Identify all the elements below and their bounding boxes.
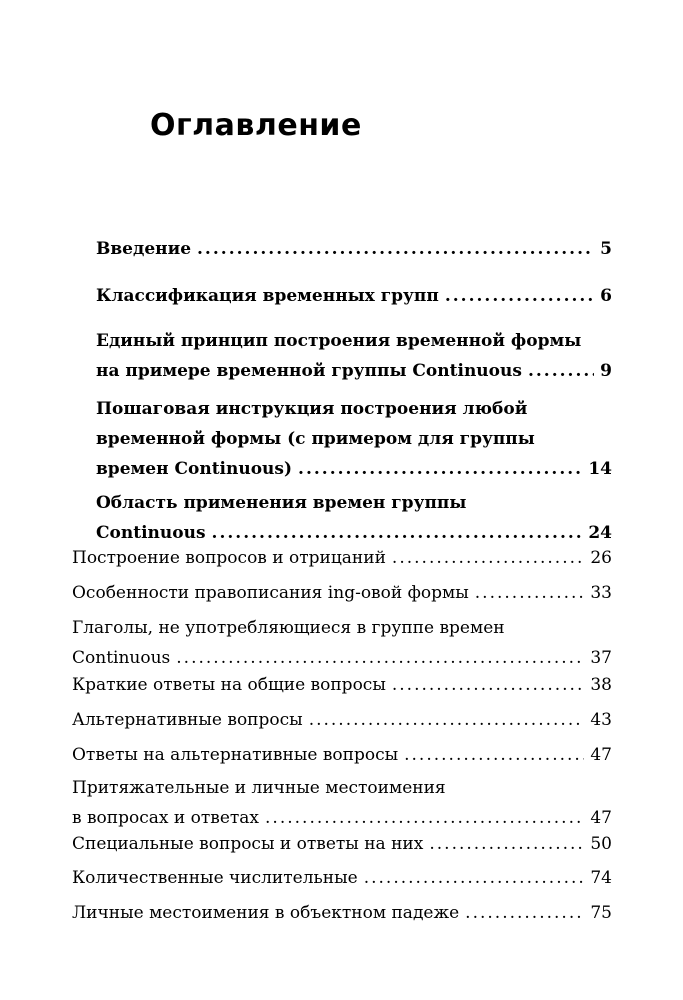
toc-page-number: 14: [588, 459, 612, 479]
toc-leader-dots: [475, 578, 585, 608]
toc-entry-line: [96, 488, 612, 518]
toc-leader-dots: [176, 643, 584, 673]
toc-entry-title: времен Continuous): [96, 459, 293, 479]
toc-leader-dots: [445, 281, 594, 311]
toc-leader-dots: [364, 863, 585, 893]
toc-entry-title: Притяжательные и личные местоимения: [72, 778, 446, 798]
toc-entry-line: [72, 829, 612, 859]
toc-entry-line: [72, 705, 612, 735]
toc-entry: [96, 234, 612, 264]
toc-entry-line: [72, 543, 612, 573]
toc-entry-line: [72, 773, 612, 803]
toc-entry: [72, 829, 612, 859]
toc-page-number: 47: [590, 808, 612, 828]
toc-entry-title: временной формы (с примером для группы: [96, 429, 535, 449]
toc-leader-dots: [309, 705, 585, 735]
toc-page-number: 47: [590, 745, 612, 765]
toc-entry: [72, 863, 612, 893]
toc-entry-title: Классификация временных групп: [96, 286, 439, 306]
toc-entry-line: [72, 613, 612, 643]
toc-entry-line: [96, 394, 612, 424]
toc-leader-dots: [465, 898, 584, 928]
toc-page-number: 24: [588, 523, 612, 543]
toc-entry-title: на примере временной группы Continuous: [96, 361, 522, 381]
toc-entry-line: [96, 356, 612, 386]
toc-entry-title: Краткие ответы на общие вопросы: [72, 675, 386, 695]
toc-entry: [72, 740, 612, 770]
toc-entry-title: Альтернативные вопросы: [72, 710, 303, 730]
toc-entry-title: Построение вопросов и отрицаний: [72, 548, 386, 568]
toc-entry-line: [72, 643, 612, 673]
toc-entry-line: [96, 424, 612, 454]
toc-entry-line: [96, 234, 612, 264]
toc-leader-dots: [197, 234, 594, 264]
toc-entry: [72, 613, 612, 673]
toc-entry: [96, 326, 612, 386]
toc-page-number: 5: [600, 239, 612, 259]
toc-entry: [72, 543, 612, 573]
toc-entry-title: Единый принцип построения временной формы: [96, 331, 582, 351]
toc-page-number: 38: [590, 675, 612, 695]
toc-page-number: 75: [590, 903, 612, 923]
toc-entry-line: [72, 740, 612, 770]
toc-page-number: 43: [590, 710, 612, 730]
toc-entry-title: Пошаговая инструкция построения любой: [96, 399, 528, 419]
toc-entry-title: Continuous: [96, 523, 206, 543]
toc-page-number: 37: [590, 648, 612, 668]
toc-entry-title: Количественные числительные: [72, 868, 358, 888]
toc-entry: [72, 898, 612, 928]
toc-entry: [96, 281, 612, 311]
toc-page-number: 33: [590, 583, 612, 603]
toc-leader-dots: [404, 740, 584, 770]
toc-entry-title: Личные местоимения в объектном падеже: [72, 903, 460, 923]
toc-entry: [72, 670, 612, 700]
toc-entry-line: [96, 326, 612, 356]
toc-page-number: 74: [590, 868, 612, 888]
toc-entry-line: [96, 281, 612, 311]
page-title: Оглавление: [150, 108, 362, 143]
toc-entry-line: [72, 863, 612, 893]
toc-page-number: 6: [600, 286, 612, 306]
toc-entry: [72, 773, 612, 833]
toc-entry-line: [96, 454, 612, 484]
toc-entry-title: Специальные вопросы и ответы на них: [72, 834, 424, 854]
toc-entry-title: Continuous: [72, 648, 171, 668]
toc-leader-dots: [298, 454, 582, 484]
toc-entry-title: Ответы на альтернативные вопросы: [72, 745, 399, 765]
toc-leader-dots: [528, 356, 594, 386]
toc-page-number: 50: [590, 834, 612, 854]
toc-entry: [72, 705, 612, 735]
toc-entry-title: Особенности правописания ing-овой формы: [72, 583, 469, 603]
toc-entry-line: [72, 670, 612, 700]
toc-entry-line: [72, 898, 612, 928]
toc-entry: [96, 394, 612, 484]
toc-entry-title: Введение: [96, 239, 192, 259]
toc-entry-title: в вопросах и ответах: [72, 808, 260, 828]
toc-leader-dots: [429, 829, 584, 859]
toc-page-number: 26: [590, 548, 612, 568]
toc-entry-title: Область применения времен группы: [96, 493, 467, 513]
toc-leader-dots: [392, 543, 584, 573]
toc-page-number: 9: [600, 361, 612, 381]
toc-entry: [72, 578, 612, 608]
toc-entry: [96, 488, 612, 548]
toc-entry-title: Глаголы, не употребляющиеся в группе времен: [72, 618, 505, 638]
toc-entry-line: [72, 578, 612, 608]
toc-leader-dots: [392, 670, 585, 700]
